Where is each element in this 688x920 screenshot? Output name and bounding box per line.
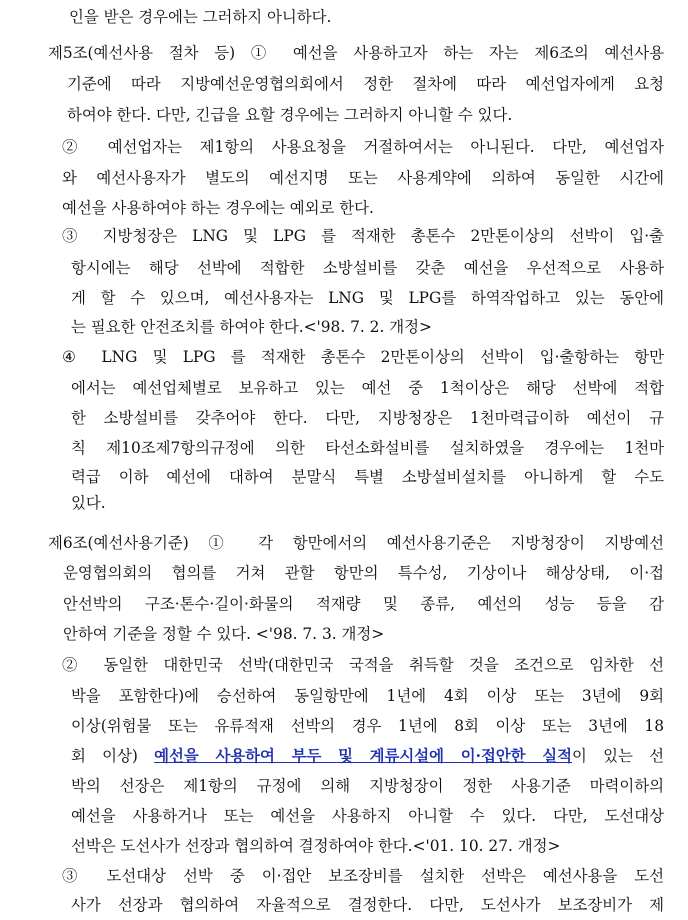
- text-line: ③ 지방청장은 LNG 및 LPG 를 적재한 총톤수 2만톤이상의 선박이 입·출: [62, 227, 664, 245]
- article-6-heading-line: 제6조(예선사용기준) ① 각 항만에서의 예선사용기준은 지방청장이 지방예선: [48, 534, 664, 552]
- highlighted-text-line: [71, 744, 664, 768]
- text-line: ④ LNG 및 LPG 를 적재한 총톤수 2만톤이상의 선박이 입·출항하는 항만: [62, 348, 664, 366]
- text-segment: 이 있는 선: [572, 747, 664, 765]
- text-line: ② 동일한 대한민국 선박(대한민국 국적을 취득할 것을 조건으로 임차한 선: [62, 656, 664, 674]
- text-line: 예선을 사용하거나 또는 예선을 사용하지 아니할 수 있다. 다만, 도선대상: [71, 807, 664, 825]
- text-line: 항시에는 해당 선박에 적합한 소방설비를 갖춘 예선을 우선적으로 사용하: [71, 259, 664, 277]
- text-line: ③ 도선대상 선박 중 이·접안 보조장비를 설치한 선박은 예선사용을 도선: [62, 867, 664, 885]
- text-segment: 회 이상): [71, 747, 155, 765]
- text-line: 예선을 사용하여야 하는 경우에는 예외로 한다.: [62, 199, 374, 217]
- text-line: 는 필요한 안전조치를 하여야 한다.<'98. 7. 2. 개정>: [71, 318, 432, 336]
- text-line: 하여야 한다. 다만, 긴급을 요할 경우에는 그러하지 아니할 수 있다.: [67, 106, 513, 124]
- text-line: 이상(위험물 또는 유류적재 선박의 경우 1년에 8회 이상 또는 3년에 18: [71, 717, 664, 735]
- text-line: 안하여 기준을 정할 수 있다. <'98. 7. 3. 개정>: [63, 625, 385, 643]
- text-line: 에서는 예선업체별로 보유하고 있는 예선 중 1척이상은 해당 선박에 적합: [71, 379, 664, 397]
- text-line: 선박은 도선사가 선장과 협의하여 결정하여야 한다.<'01. 10. 27. 개정>: [71, 837, 561, 855]
- text-line: 기준에 따라 지방예선운영협의회에서 정한 절차에 따라 예선업자에게 요청: [67, 75, 664, 93]
- text-line: 력급 이하 예선에 대하여 분말식 특별 소방설비설치를 아니하게 할 수도: [71, 468, 664, 486]
- text-line: 인을 받은 경우에는 그러하지 아니하다.: [69, 8, 332, 26]
- text-line: 칙 제10조제7항의규정에 의한 타선소화설비를 설치하였을 경우에는 1천마: [71, 439, 664, 457]
- article-5-heading-line: 제5조(예선사용 절차 등) ① 예선을 사용하고자 하는 자는 제6조의 예선사용: [48, 44, 664, 62]
- text-line: 박을 포함한다)에 승선하여 동일항만에 1년에 4회 이상 또는 3년에 9회: [71, 687, 664, 705]
- text-line: 운영협의회의 협의를 거쳐 관할 항만의 특수성, 기상이나 해상상태, 이·접: [63, 564, 664, 582]
- highlighted-phrase: 예선을 사용하여 부두 및 계류시설에 이·접안한 실적: [154, 747, 573, 765]
- text-line: 있다.: [71, 494, 106, 512]
- text-line: 안선박의 구조·톤수·길이·화물의 적재량 및 종류, 예선의 성능 등을 감: [63, 595, 664, 613]
- text-line: ② 예선업자는 제1항의 사용요청을 거절하여서는 아니된다. 다만, 예선업자: [62, 138, 664, 156]
- text-line: 와 예선사용자가 별도의 예선지명 또는 사용계약에 의하여 동일한 시간에: [62, 169, 664, 187]
- text-line: 게 할 수 있으며, 예선사용자는 LNG 및 LPG를 하역작업하고 있는 동안에: [71, 289, 664, 307]
- text-line: 한 소방설비를 갖추어야 한다. 다만, 지방청장은 1천마력급이하 예선이 규: [71, 409, 664, 427]
- text-line: 사가 선장과 협의하여 자율적으로 결정한다. 다만, 도선사가 보조장비가 제: [71, 896, 664, 914]
- text-line: 박의 선장은 제1항의 규정에 의해 지방청장이 정한 사용기준 마력이하의: [71, 777, 664, 795]
